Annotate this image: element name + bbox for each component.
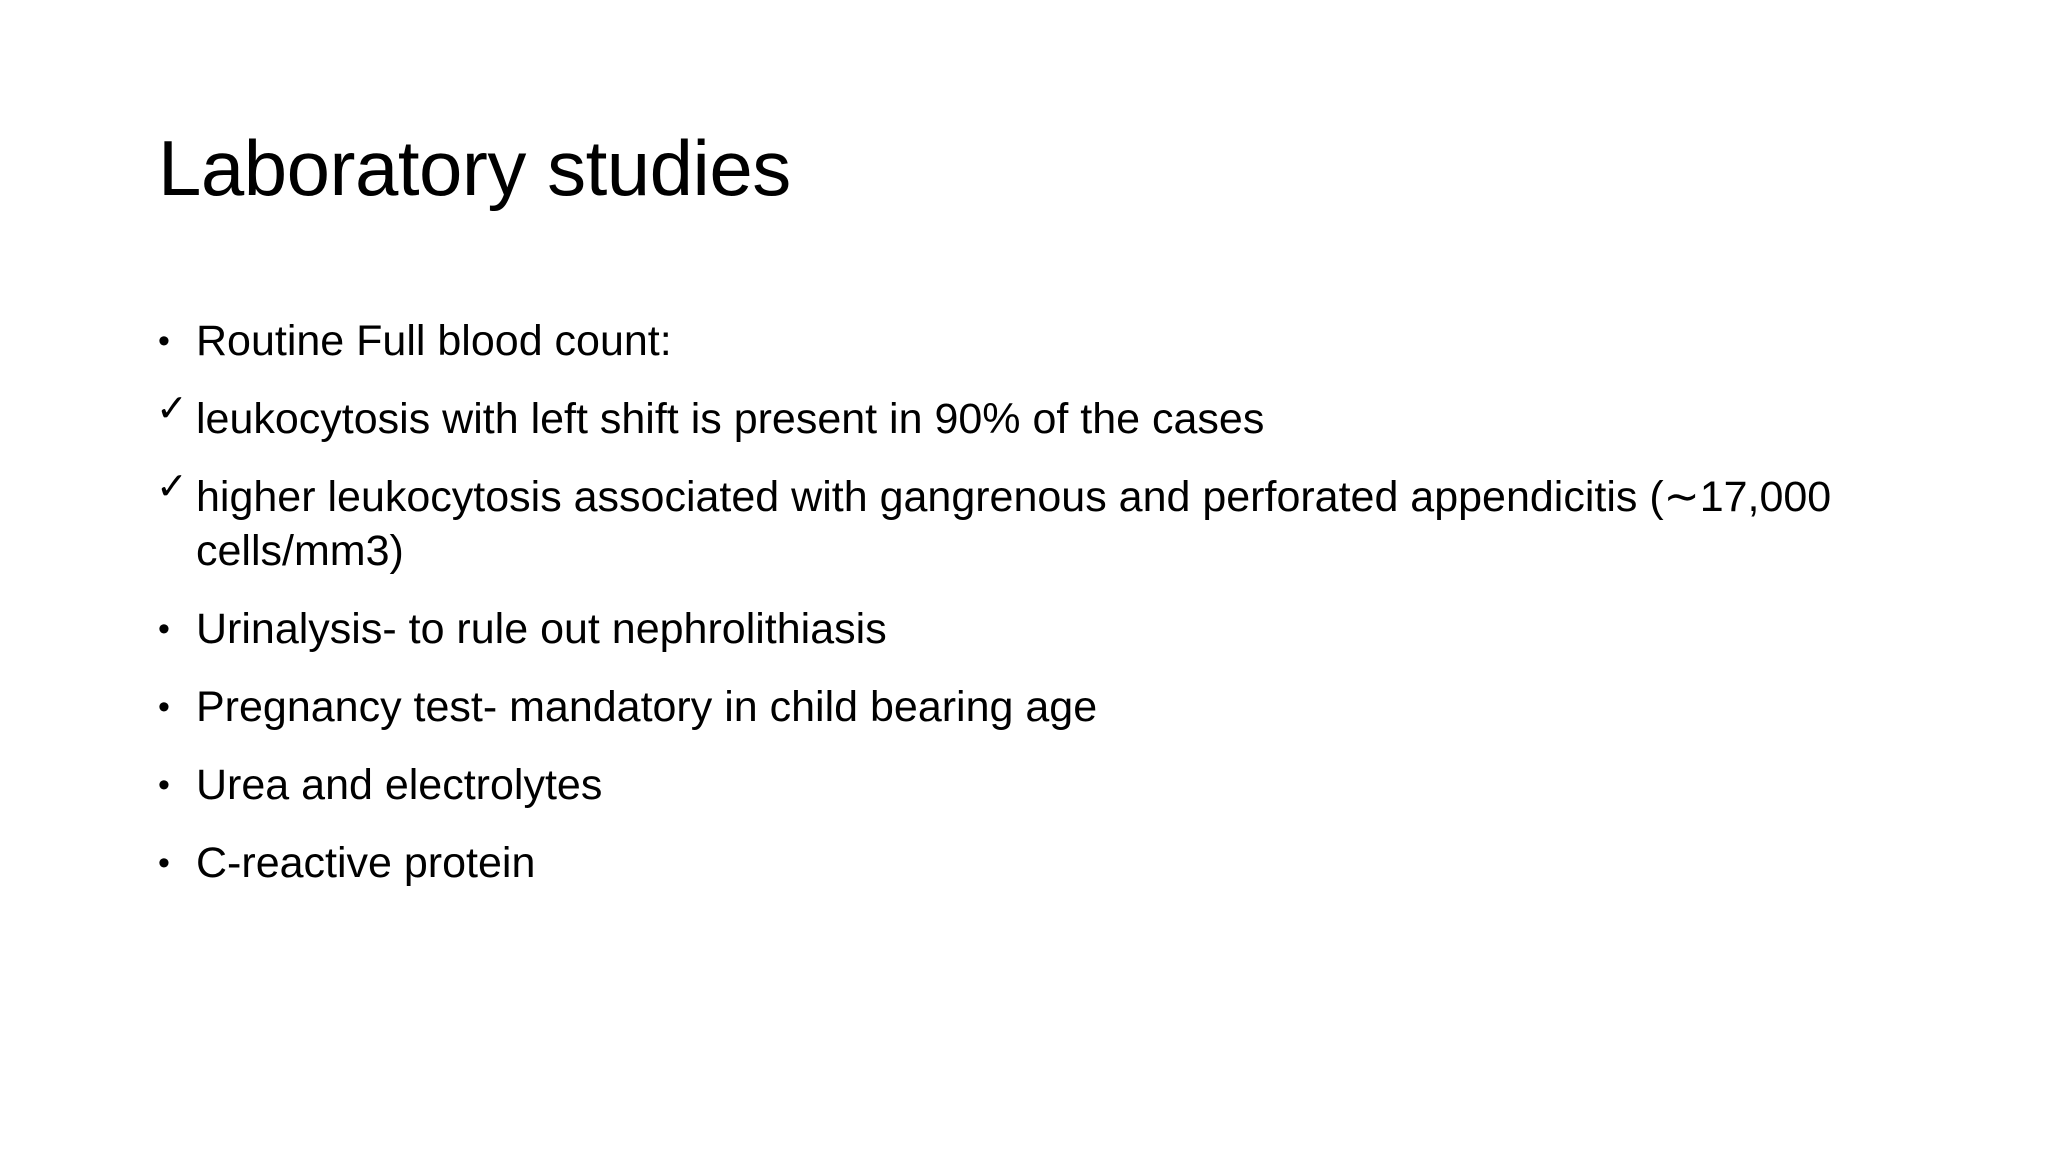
- list-item-text: leukocytosis with left shift is present in 90% of the cases: [196, 395, 1265, 443]
- bullet-icon: •: [158, 322, 170, 360]
- checkmark-icon: ✓: [156, 466, 188, 508]
- list-item: [156, 836, 1956, 890]
- list-item: [156, 388, 1956, 446]
- list-item-text: Urea and electrolytes: [196, 761, 603, 809]
- bullet-icon: •: [158, 610, 170, 648]
- list-item-text: Routine Full blood count:: [196, 317, 672, 365]
- bullet-icon: •: [158, 688, 170, 726]
- list-item-text: Urinalysis- to rule out nephrolithiasis: [196, 605, 887, 653]
- list-item-text: Pregnancy test- mandatory in child bearing age: [196, 683, 1098, 731]
- list-item-text: C-reactive protein: [196, 839, 536, 887]
- bullet-icon: •: [158, 844, 170, 882]
- list-item: [156, 314, 1956, 368]
- checkmark-icon: ✓: [156, 388, 188, 430]
- bullet-list: [156, 314, 1956, 914]
- list-item: [156, 680, 1956, 734]
- list-item: [156, 466, 1956, 578]
- slide-title: Laboratory studies: [158, 124, 791, 212]
- list-item: [156, 758, 1956, 812]
- bullet-icon: •: [158, 766, 170, 804]
- list-item-text: higher leukocytosis associated with gangrenous and perforated appendicitis (∼17,000 cells/mm3): [196, 473, 1832, 575]
- list-item: [156, 602, 1956, 656]
